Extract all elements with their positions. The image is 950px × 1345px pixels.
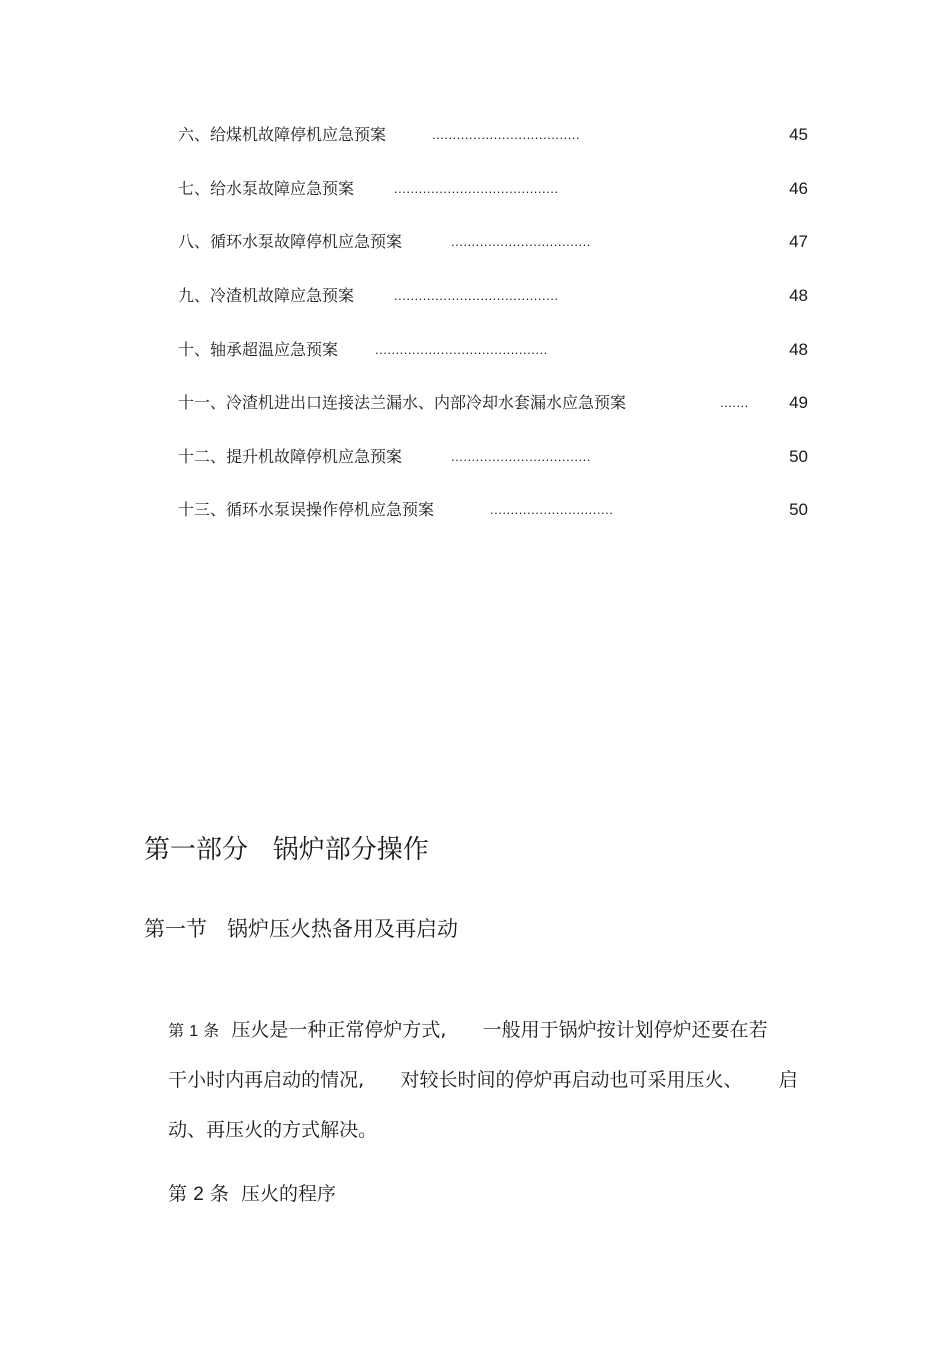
part-heading: 第一部分 锅炉部分操作 (144, 835, 429, 865)
toc-entry-title: 七、给水泵故障应急预案 (178, 179, 355, 198)
article-text: 压火的程序 (240, 1183, 336, 1205)
toc-entry-page: 50 (789, 447, 808, 466)
toc-entry-title: 十、轴承超温应急预案 (178, 340, 339, 359)
toc-entry-page: 49 (789, 393, 808, 412)
toc-entry[interactable] (178, 391, 808, 415)
toc-entry-page: 48 (789, 340, 808, 359)
section-heading: 第一节 锅炉压火热备用及再启动 (144, 917, 459, 941)
article-text: 动、再压火的方式解决。 (168, 1119, 378, 1141)
toc-entry[interactable] (178, 445, 808, 469)
toc-entry-title: 十三、循环水泵误操作停机应急预案 (178, 500, 435, 519)
toc-entry-leader: .............................. (490, 502, 614, 517)
toc-entry-title: 十二、提升机故障停机应急预案 (178, 447, 403, 466)
toc-entry-leader: .......................................... (375, 342, 548, 357)
toc-entry-title: 八、循环水泵故障停机应急预案 (178, 232, 403, 251)
article-line (144, 1149, 336, 1240)
toc-entry-leader: ........................................ (394, 181, 559, 196)
toc-entry-page: 47 (789, 232, 808, 251)
toc-entry-title: 六、给煤机故障停机应急预案 (178, 125, 387, 144)
toc-entry-page: 50 (789, 500, 808, 519)
toc-entry[interactable] (178, 230, 808, 254)
toc-entry-page: 46 (789, 179, 808, 198)
toc-entry-leader: .................................. (451, 449, 591, 464)
toc-entry-leader: ........................................ (394, 288, 559, 303)
toc-entry[interactable] (178, 284, 808, 308)
article-text: 压火是一种正常停炉方式, 一般用于锅炉按计划停炉还要在若 (231, 1019, 768, 1041)
toc-entry-leader: ....... (720, 395, 749, 410)
toc-entry-title: 九、冷渣机故障应急预案 (178, 286, 355, 305)
article-text: 干小时内再启动的情况, 对较长时间的停炉再启动也可采用压火、 启 (168, 1069, 798, 1091)
article-label: 第 2 条 (168, 1183, 229, 1205)
toc-entry-leader: .................................. (451, 234, 591, 249)
toc-entry-page: 48 (789, 286, 808, 305)
toc-entry[interactable] (178, 498, 808, 522)
toc-entry[interactable] (178, 123, 808, 147)
toc-entry[interactable] (178, 338, 808, 362)
toc-entry-title: 十一、冷渣机进出口连接法兰漏水、内部冷却水套漏水应急预案 (178, 393, 627, 412)
toc-entry-page: 45 (789, 125, 808, 144)
article-label: 第 1 条 (168, 1021, 220, 1040)
toc-entry[interactable] (178, 177, 808, 201)
toc-entry-leader: .................................... (432, 127, 581, 142)
